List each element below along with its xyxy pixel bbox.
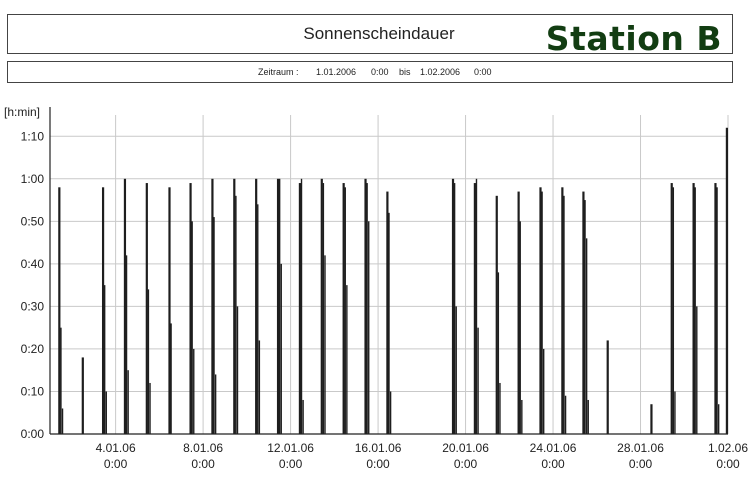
sunshine-bar <box>321 179 323 434</box>
y-tick-label: 0:00 <box>20 427 44 441</box>
x-tick-time: 0:00 <box>628 457 653 471</box>
sunshine-bar <box>386 192 388 434</box>
x-tick-time: 0:00 <box>103 457 128 471</box>
sunshine-bar <box>149 383 150 434</box>
y-tick-label: 0:50 <box>20 214 44 229</box>
sunshine-bar <box>726 128 728 434</box>
x-tick-time: 0:00 <box>278 457 303 471</box>
sunshine-bar <box>82 357 84 434</box>
sunshine-bar <box>543 349 544 434</box>
range-separator: bis <box>399 67 411 77</box>
sunshine-bar <box>299 183 301 434</box>
sunshine-bar <box>565 396 566 434</box>
sunshine-bar <box>277 179 279 434</box>
sunshine-bar <box>235 196 236 434</box>
sunshine-bar <box>124 179 126 434</box>
sunshine-bar <box>281 264 282 434</box>
sunshine-bar <box>454 183 455 434</box>
sunshine-bar <box>716 187 717 434</box>
sunshine-bar <box>366 183 367 434</box>
y-tick-label: 1:00 <box>20 171 44 186</box>
x-tick-time: 0:00 <box>541 457 565 471</box>
sunshine-bar <box>456 306 457 434</box>
x-tick-date: 16.01.06 <box>354 441 402 455</box>
sunshine-bar <box>215 374 216 434</box>
sunshine-bar <box>673 187 674 434</box>
range-label: Zeitraum : <box>258 67 299 77</box>
range-from-time: 0:00 <box>371 67 389 77</box>
sunshine-bar <box>259 340 260 434</box>
sunshine-bar <box>650 404 652 434</box>
sunshine-bar <box>476 179 477 434</box>
sunshine-bar <box>146 183 148 434</box>
x-tick-time: 0:00 <box>716 457 740 471</box>
sunshine-bar <box>561 187 563 434</box>
sunshine-bar <box>696 306 697 434</box>
sunshine-bar <box>301 179 302 434</box>
sunshine-bar <box>170 323 171 434</box>
sunshine-bar <box>588 400 589 434</box>
sunshine-bar <box>211 179 213 434</box>
sunshine-bar <box>104 285 105 434</box>
sunshine-bar <box>518 192 520 434</box>
sunshine-bar <box>255 179 257 434</box>
sunshine-bar <box>368 221 369 434</box>
sunshine-bar <box>452 179 454 434</box>
sunshine-bar <box>694 187 695 434</box>
sunshine-bar <box>346 285 347 434</box>
sunshine-bar <box>388 213 389 434</box>
y-tick-label: 1:10 <box>20 129 44 144</box>
sunshine-bar <box>607 340 609 434</box>
x-tick-time: 0:00 <box>453 457 478 471</box>
station-label: Station B <box>545 19 722 58</box>
sunshine-bar <box>520 221 521 434</box>
sunshine-bar <box>106 391 107 434</box>
sunshine-bar <box>582 192 584 434</box>
sunshine-bar <box>237 306 238 434</box>
sunshine-bar <box>692 183 694 434</box>
bar-series <box>58 128 728 434</box>
sunshine-bar <box>127 370 128 434</box>
range-from-date: 1.01.2006 <box>316 67 357 77</box>
sunshine-bar <box>586 238 587 434</box>
sunshine-bar <box>477 328 478 434</box>
sunshine-bar <box>60 328 61 434</box>
x-tick-time: 0:00 <box>191 457 215 471</box>
sunshine-bar <box>498 272 499 434</box>
sunshine-bar <box>499 383 500 434</box>
sunshine-bar <box>671 183 673 434</box>
sunshine-bar <box>474 183 476 434</box>
x-tick-time: 0:00 <box>366 457 390 471</box>
x-tick-date: 24.01.06 <box>529 441 577 455</box>
sunshine-bar <box>257 204 258 434</box>
x-tick-date: 1.02.06 <box>707 441 749 455</box>
y-tick-label: 0:40 <box>20 256 44 271</box>
sunshine-bar <box>168 187 170 434</box>
range-to-time: 0:00 <box>474 67 492 77</box>
sunshine-bar <box>279 179 280 434</box>
sunshine-bar <box>193 349 194 434</box>
sunshine-bar <box>191 221 192 434</box>
sunshine-bar <box>233 179 235 434</box>
sunshine-bar <box>323 183 324 434</box>
sunshine-bar <box>674 391 675 434</box>
sunshine-bar <box>62 408 63 434</box>
sunshine-bar <box>345 187 346 434</box>
sunshine-bar <box>390 391 391 434</box>
chart-title: Sonnenscheindauer <box>303 24 455 43</box>
sunshine-bar <box>126 255 127 434</box>
sunshine-bar <box>714 183 716 434</box>
sunshine-bar <box>148 289 149 434</box>
sunshine-bar <box>563 196 564 434</box>
sunshine-bar <box>539 187 541 434</box>
sunshine-bar <box>213 217 214 434</box>
sunshine-bar <box>521 400 522 434</box>
y-tick-label: 0:10 <box>20 384 44 399</box>
sunshine-bar <box>364 179 366 434</box>
sunshine-bar <box>102 187 104 434</box>
sunshine-bar <box>496 196 498 434</box>
x-tick-date: 20.01.06 <box>442 441 489 455</box>
x-tick-date: 8.01.06 <box>183 441 224 455</box>
sunshine-bar <box>324 255 325 434</box>
sunshine-bar <box>584 200 585 434</box>
sunshine-bar <box>302 400 303 434</box>
sunshine-bar <box>58 187 60 434</box>
sunshine-bar <box>189 183 191 434</box>
sunshine-bar <box>718 404 719 434</box>
x-tick-date: 28.01.06 <box>617 441 664 455</box>
range-to-date: 1.02.2006 <box>420 67 461 77</box>
y-tick-label: 0:30 <box>20 299 44 314</box>
x-tick-date: 4.01.06 <box>95 441 136 455</box>
y-axis-unit: [h:min] <box>4 105 41 119</box>
sunshine-bar <box>343 183 345 434</box>
x-tick-date: 12.01.06 <box>267 441 314 455</box>
y-tick-label: 0:20 <box>20 341 44 356</box>
sunshine-bar <box>541 192 542 434</box>
